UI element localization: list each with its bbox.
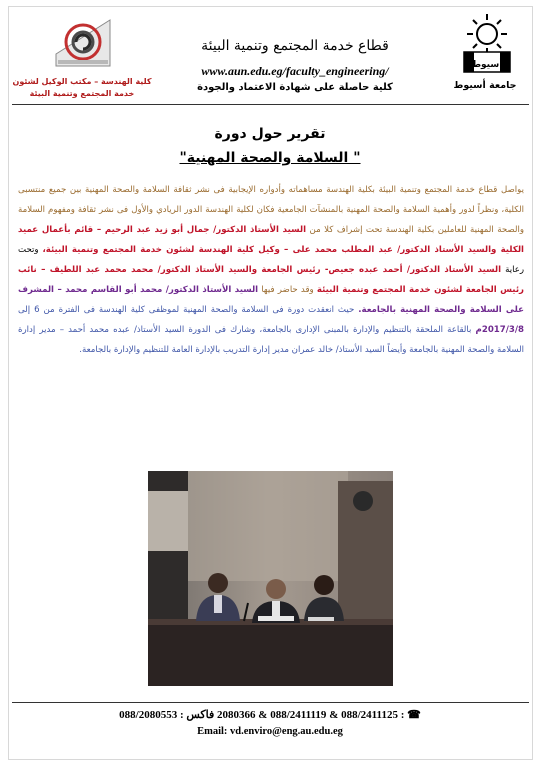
header-divider (12, 104, 529, 105)
course-name (120, 150, 420, 166)
intro-text: يواصل قطاع خدمة المجتمع وتنمية البيئة بكلية الهندسة مساهماته وأدواره الإيجابية فى نشر ثقافة السلامة والصحة المهنية بين جميع منتسبى الكلية، ونظراً لدور وأهمية السلامة والصحة المهنية بالمنشآت الجامعية فكان لكلية الهندسة الدور الريادي والأول فى نشر ثقافة ومفهوم السلامة والصحة المهنية للعاملين بكلية الهندسة تحت إشراف كلا من (18, 185, 524, 235)
report-body (18, 180, 524, 360)
supervisors-text: السيد الأستاذ الدكتور/ جمال أبو زيد عبد الرحيم – قائم بأعمال عميد الكلية والسيد الأستاذ الدكتور/ عبد المطلب محمد على – وكيل كلية الهندسة لشئون خدمة المجتمع وتنمية البيئة، (18, 225, 524, 255)
course-photo (148, 471, 393, 686)
office-caption (12, 76, 152, 100)
footer-phones: ☎ : 088/2411125 & 088/2411119 & 2080366 فاكس : 088/2080553 (119, 709, 421, 721)
course-date: 2017/3/8م (475, 325, 524, 335)
office-caption-line2: خدمة المجتمع وتنمية البيئة (29, 89, 135, 98)
footer-email[interactable]: Email: vd.enviro@eng.au.edu.eg (197, 726, 343, 737)
faculty-logo (52, 14, 114, 72)
university-logo (456, 12, 518, 74)
details-text: حيث انعقدت دورة فى السلامة والصحة المهنية لموظفى كلية الهندسة فى الفترة من 6 إلى (18, 305, 355, 315)
details-text-2: بالقاعة الملحقة بالتنظيم والإدارة بالمبنى الإدارى بالجامعة، وشارك فى الدورة السيد الأستاذ/ عبده محمد أحمد – مدير إدارة السلامة والصحة المهنية بالجامعة وأيضاً السيد الأستاذ/ خالد عمران مدير إدارة التدريب بالإدارة العامة للتنظيم والإدارة بالجامعة. (18, 325, 524, 355)
logo-text: أسيوط (471, 60, 503, 70)
office-caption-line1: كلية الهندسة – مكتب الوكيل لشئون (12, 77, 152, 86)
patrons-text: السيد الأستاذ الدكتور/ أحمد عبده جعيص- رئيس الجامعة والسيد الأستاذ الدكتور/ محمد محمد عبد اللطيف – نائب رئيس الجامعة لشئون خدمة المجتمع وتنمية البيئة (18, 265, 524, 295)
faculty-url[interactable]: www.aun.edu.eg/faculty_engineering/ (201, 64, 389, 78)
university-name: جامعة أسيوط (453, 80, 517, 91)
sector-title: قطاع خدمة المجتمع وتنمية البيئة (201, 38, 389, 54)
footer-divider (12, 702, 529, 703)
accreditation-line: كلية حاصلة على شهادة الاعتماد والجودة (197, 82, 393, 93)
report-title: تقرير حول دورة (214, 126, 326, 142)
patronage-label: وتحت رعاية (18, 245, 525, 275)
lecturer-label: وقد حاضر فيها (261, 285, 314, 295)
lecturer-text: السيد الأستاذ الدكتور/ محمد أبو القاسم محمد – المشرف على السلامة والصحة المهنية بالجامعة. (18, 285, 524, 315)
course-name-text: " السلامة والصحة المهنية" (179, 150, 361, 166)
